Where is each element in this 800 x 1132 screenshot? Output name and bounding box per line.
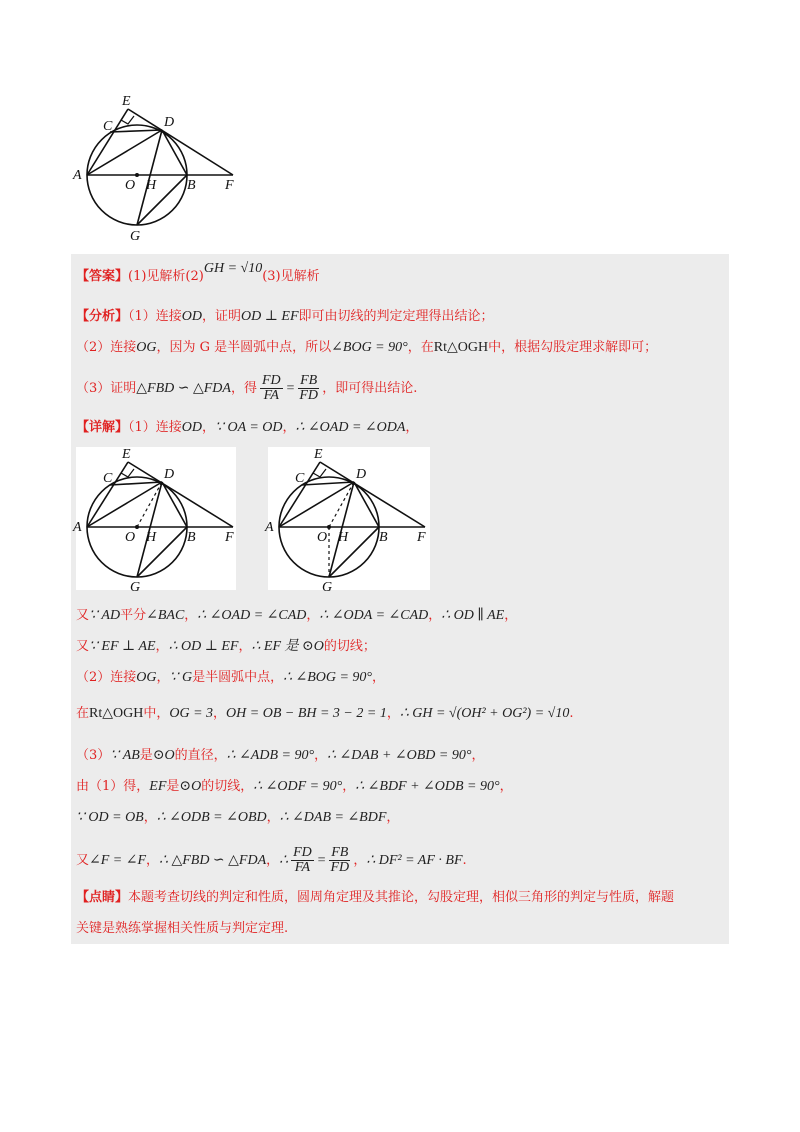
analysis-line-3: （3）证明△FBD ∽ △FDA，得 $\frac{FD}{FA}$ = $\frac{FB}{FD}$ ，即可得出结论. [76, 373, 418, 403]
label-C: C [103, 471, 113, 486]
analysis-tag: 【分析】 [76, 309, 129, 324]
detail-line-8: ∵ OD = OB，∴ ∠ODB = ∠OBD，∴ ∠DAB = ∠BDF， [76, 810, 400, 825]
detail-line-1: 【详解】（1）连接OD，∵ OA = OD，∴ ∠OAD = ∠ODA， [76, 420, 419, 435]
answer-line [76, 261, 320, 287]
detail-line-7: 由（1）得，EF是⊙O的切线，∴ ∠ODF = 90°，∴ ∠BDF + ∠ODB = 90°， [76, 779, 513, 794]
comment-line-2: 关键是熟练掌握相关性质与判定定理. [76, 921, 289, 936]
label-O: O [125, 178, 136, 193]
detail-figure-1 [70, 445, 240, 593]
label-H: H [146, 178, 157, 193]
detail-tag: 【详解】 [76, 420, 129, 435]
label-F: F [225, 178, 234, 193]
label-F: F [417, 530, 426, 545]
fraction: $\frac{FD}{FA}$ [262, 373, 281, 403]
label-H: H [338, 530, 349, 545]
label-E: E [122, 447, 131, 462]
detail-line-5: 在Rt△OGH中，OG = 3，OH = OB − BH = 3 − 2 = 1，∴ GH = √(OH² + OG²) = √10. [76, 706, 574, 721]
label-C: C [295, 471, 305, 486]
analysis-line-2: （2）连接OG，因为 G 是半圆弧中点，所以∠BOG = 90°，在Rt△OGH中，根据勾股定理求解即可； [76, 340, 658, 355]
label-H: H [146, 530, 157, 545]
fraction: $\frac{FB}{FD}$ [330, 845, 350, 875]
top-figure [70, 90, 250, 240]
answer-part3: (3)见解析 [262, 269, 320, 284]
label-C: C [103, 119, 113, 134]
label-B: B [187, 530, 196, 545]
answer-tag: 【答案】 [76, 269, 129, 284]
label-D: D [164, 467, 175, 482]
label-F: F [225, 530, 234, 545]
label-A: A [73, 520, 82, 535]
fraction: $\frac{FB}{FD}$ [299, 373, 319, 403]
label-O: O [317, 530, 328, 545]
detail-line-4: （2）连接OG，∵ G是半圆弧中点，∴ ∠BOG = 90°， [76, 670, 386, 685]
detail-line-3: 又∵ EF ⊥ AE，∴ OD ⊥ EF，∴ EF 是 ⊙O的切线； [76, 639, 376, 654]
analysis-line-1: 【分析】（1）连接OD，证明OD ⊥ EF即可由切线的判定定理得出结论； [76, 309, 494, 324]
detail-figure-2 [262, 445, 432, 593]
label-E: E [314, 447, 323, 462]
label-G: G [130, 229, 141, 240]
label-G: G [322, 580, 333, 593]
label-E: E [122, 94, 131, 109]
comment-line-1: 【点睛】本题考查切线的判定和性质，圆周角定理及其推论，勾股定理，相似三角形的判定与性质，解题 [76, 890, 675, 905]
label-G: G [130, 580, 141, 593]
label-D: D [164, 115, 175, 130]
answer-gh: GH = √10 [203, 261, 263, 276]
detail-line-2: 又∵ AD平分∠BAC，∴ ∠OAD = ∠CAD，∴ ∠ODA = ∠CAD，∴ OD ∥ AE， [76, 608, 518, 623]
detail-line-6: （3）∵ AB是⊙O的直径，∴ ∠ADB = 90°，∴ ∠DAB + ∠OBD = 90°， [76, 748, 485, 763]
fraction: $\frac{FD}{FA}$ [293, 845, 312, 875]
label-D: D [356, 467, 367, 482]
geometry-diagram [70, 90, 250, 240]
label-B: B [379, 530, 388, 545]
label-A: A [265, 520, 274, 535]
detail-line-9: 又∠F = ∠F，∴ △FBD ∽ △FDA，∴ $\frac{FD}{FA}$ = $\frac{FB}{FD}$ ，∴ DF² = AF · BF. [76, 845, 467, 875]
label-O: O [125, 530, 136, 545]
label-A: A [73, 168, 82, 183]
comment-tag: 【点睛】 [76, 890, 129, 905]
answer-part1: (1)见解析(2) [128, 269, 204, 284]
label-B: B [187, 178, 196, 193]
